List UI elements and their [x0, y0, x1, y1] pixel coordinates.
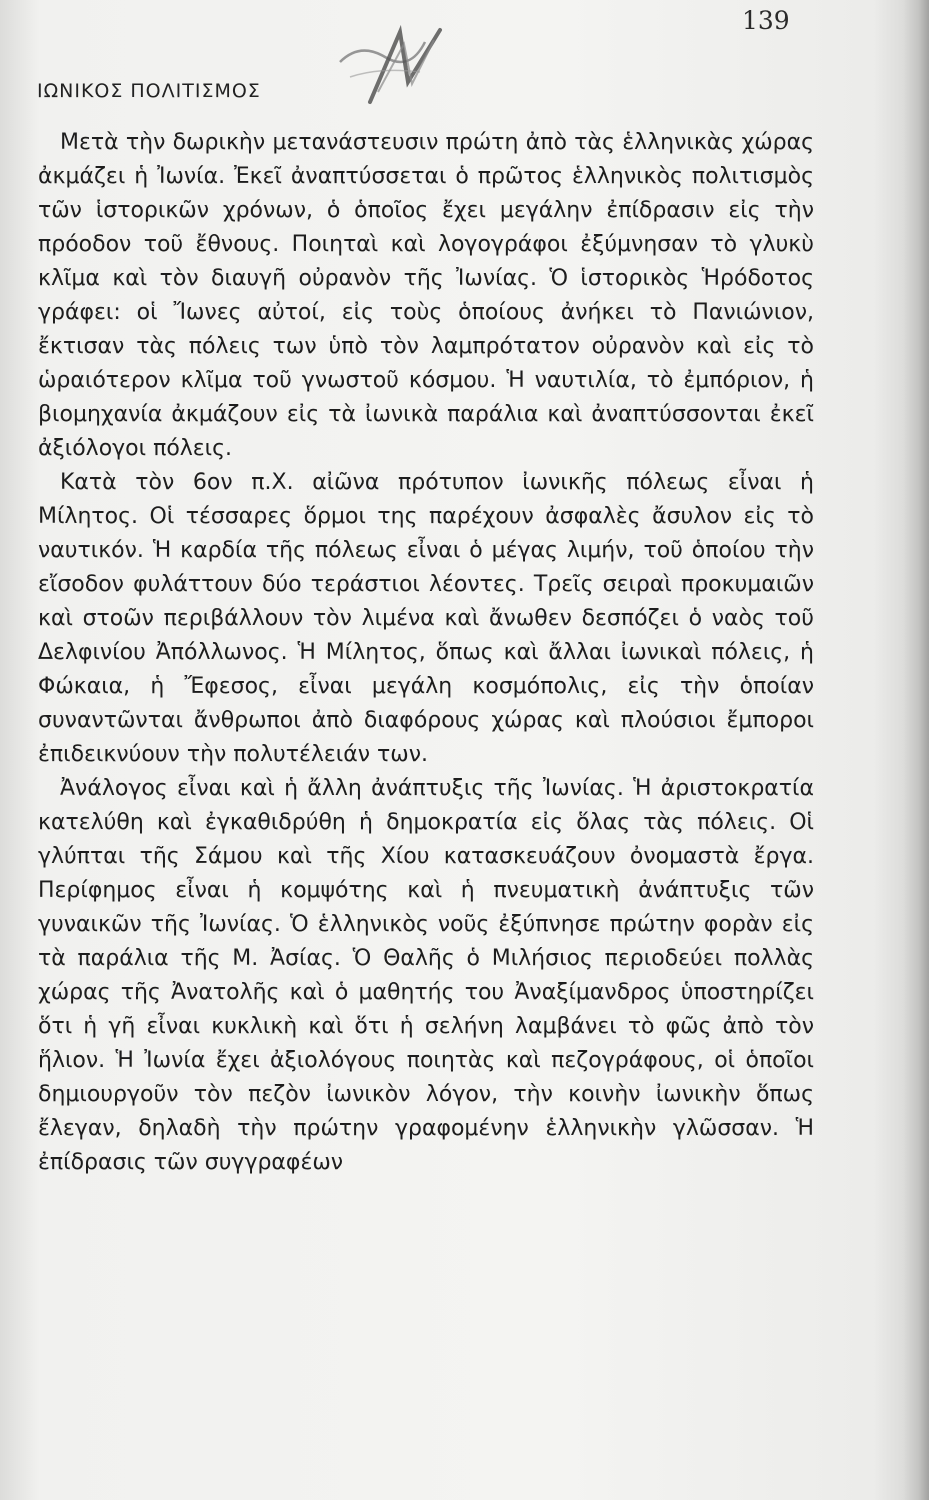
- paragraph-ionia-intro: Μετὰ τὴν δωρικὴν μετανάστευσιν πρώτη ἀπὸ τὰς ἑλληνικὰς χώρας ἀκμάζει ἡ Ἰωνία. Ἐκεῖ ἀναπτύσσεται ὁ πρῶτος ἑλληνικὸς πολιτισμὸς τῶν ἱστορικῶν χρόνων, ὁ ὁποῖος ἔχει μεγάλην ἐπίδρασιν εἰς τὴν πρόοδον τοῦ ἔθνους. Ποιηταὶ καὶ λογογράφοι ἐξύμνησαν τὸ γλυκὺ κλῖμα καὶ τὸν διαυγῆ οὐρανὸν τῆς Ἰωνίας. Ὁ ἱστορικὸς Ἡρόδοτος γράφει: οἱ Ἴωνες αὐτοί, εἰς τοὺς ὁποίους ἀνήκει τὸ Πανιώνιον, ἔκτισαν τὰς πόλεις των ὑπὸ τὸν λαμπρότατον οὐρανὸν καὶ εἰς τὸ ὡραιότερον κλῖμα τοῦ γνωστοῦ κόσμου. Ἡ ναυτιλία, τὸ ἐμπόριον, ἡ βιομηχανία ἀκμάζουν εἰς τὰ ἰωνικὰ παράλια καὶ ἀναπτύσσονται ἐκεῖ ἀξιόλογοι πόλεις.: [38, 130, 814, 461]
- paragraph-development: Ἀνάλογος εἶναι καὶ ἡ ἄλλη ἀνάπτυξις τῆς Ἰωνίας. Ἡ ἀριστοκρατία κατελύθη καὶ ἐγκαθιδρύθη ἡ δημοκρατία εἰς ὅλας τὰς πόλεις. Οἱ γλύπται τῆς Σάμου καὶ τῆς Χίου κατασκευάζουν ὀνομαστὰ ἔργα. Περίφημος εἶναι ἡ κομψότης καὶ ἡ πνευματικὴ ἀνάπτυξις τῶν γυναικῶν τῆς Ἰωνίας. Ὁ ἑλληνικὸς νοῦς ἐξύπνησε πρώτην φορὰν εἰς τὰ παράλια τῆς Μ. Ἀσίας. Ὁ Θαλῆς ὁ Μιλήσιος περιοδεύει πολλὰς χώρας τῆς Ἀνατολῆς καὶ ὁ μαθητής του Ἀναξίμανδρος ὑποστηρίζει ὅτι ἡ γῆ εἶναι κυκλικὴ καὶ ὅτι ἡ σελήνη λαμβάνει τὸ φῶς ἀπὸ τὸν ἥλιον. Ἡ Ἰωνία ἔχει ἀξιολόγους ποιητὰς καὶ πεζογράφους, οἱ ὁποῖοι δημιουργοῦν τὸν πεζὸν ἰωνικὸν λόγον, τὴν κοινὴν ἰωνικὴν ὅπως ἔλεγαν, δηλαδὴ τὴν πρώτην γραφομένην ἑλληνικὴν γλῶσσαν. Ἡ ἐπίδρασις τῶν συγγραφέων: [38, 776, 814, 1175]
- pencil-scribble-mark: [330, 22, 450, 112]
- running-head: ΙΩΝΙΚΟΣ ΠΟΛΙΤΙΣΜΟΣ: [37, 80, 261, 102]
- body-text: [38, 126, 814, 1180]
- page-edge-shadow: [903, 0, 929, 1500]
- page-number: 139: [742, 6, 790, 35]
- paragraph-miletus: Κατὰ τὸν 6ον π.Χ. αἰῶνα πρότυπον ἰωνικῆς πόλεως εἶναι ἡ Μίλητος. Οἱ τέσσαρες ὅρμοι της παρέχουν ἀσφαλὲς ἄσυλον εἰς τὸ ναυτικόν. Ἡ καρδία τῆς πόλεως εἶναι ὁ μέγας λιμήν, τοῦ ὁποίου τὴν εἴσοδον φυλάττουν δύο τεράστιοι λέοντες. Τρεῖς σειραὶ προκυμαιῶν καὶ στοῶν περιβάλλουν τὸν λιμένα καὶ ἄνωθεν δεσπόζει ὁ ναὸς τοῦ Δελφινίου Ἀπόλλωνος. Ἡ Μίλητος, ὅπως καὶ ἄλλαι ἰωνικαὶ πόλεις, ἡ Φώκαια, ἡ Ἔφεσος, εἶναι μεγάλη κοσμόπολις, εἰς τὴν ὁποίαν συναντῶνται ἄνθρωποι ἀπὸ διαφόρους χώρας καὶ πλούσιοι ἔμποροι ἐπιδεικνύουν τὴν πολυτέλειάν των.: [38, 470, 814, 767]
